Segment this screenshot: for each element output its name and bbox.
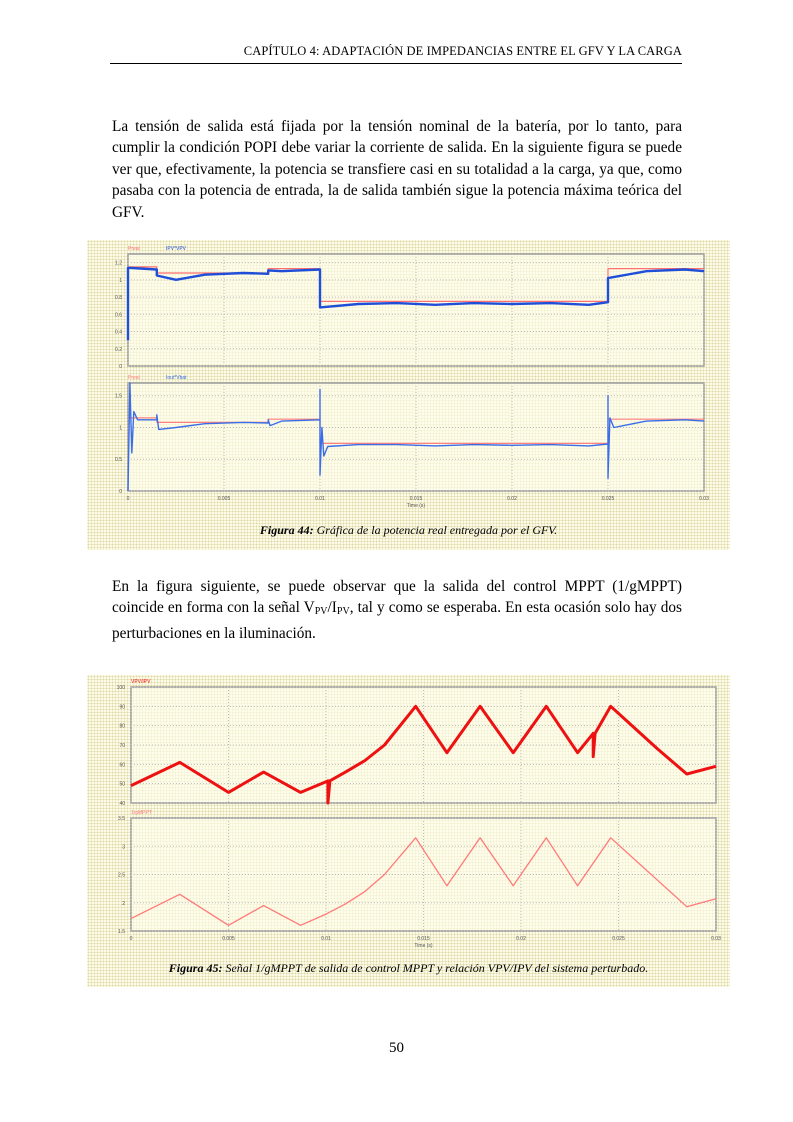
y-tick-label: 50	[119, 781, 125, 788]
x-tick-label: 0.03	[699, 496, 709, 502]
y-tick-label: 1.5	[118, 929, 125, 935]
y-tick-label: 90	[119, 704, 125, 711]
y-tick-label: 0.5	[115, 457, 122, 464]
x-tick-label: 0.015	[417, 936, 430, 942]
x-tick-label: 0.025	[601, 496, 615, 502]
legend-entry: Preal	[128, 375, 140, 381]
paragraph-1: La tensión de salida está fijada por la tensión nominal de la batería, por lo tanto, para cumplir la condición POPI debe variar la corriente de salida. En la siguiente figura se puede ver que, efectivamente, la potencia se transfiere casi en su totalidad a la carga, ya que, como pasaba con la potencia de entrada, la de salida también sigue la potencia máxima teórica del GFV.	[112, 118, 682, 221]
x-tick-label: 0.02	[507, 496, 517, 502]
y-tick-label: 0	[119, 489, 122, 495]
figure-44-label: Figura 44:	[259, 523, 314, 537]
legend-entry: 1/gMPPT	[131, 810, 152, 816]
header-rule	[110, 63, 682, 64]
page-number: 50	[389, 1040, 404, 1056]
paragraph-2-text: , tal y como se esperaba. En esta ocasión solo hay dos perturbaciones en la iluminación.	[112, 599, 682, 642]
y-tick-label: 2.5	[118, 872, 125, 879]
y-tick-label: 0	[119, 364, 122, 370]
y-tick-label: 3	[122, 844, 125, 851]
x-tick-label: 0	[129, 936, 133, 942]
x-tick-label: 0.015	[409, 496, 423, 502]
y-tick-label: 80	[119, 723, 125, 730]
x-tick-label: 0.005	[222, 936, 235, 942]
paragraph-2-text: En la figura siguiente, se puede observar que la salida del control MPPT (1/gMPPT) coincide en forma con la señal V	[112, 578, 682, 617]
x-axis-label: Time (s)	[414, 943, 433, 949]
figure-44-caption-text: Gráfica de la potencia real entregada por el GFV.	[313, 523, 558, 537]
figure-45-caption	[87, 961, 730, 976]
y-tick-label: 100	[116, 685, 125, 691]
chapter-header: CAPÍTULO 4: ADAPTACIÓN DE IMPEDANCIAS ENTRE EL GFV Y LA CARGA	[243, 44, 682, 58]
paragraph-2	[112, 576, 682, 644]
figure-45-chart	[87, 675, 730, 960]
legend-entry: Preal	[128, 246, 140, 252]
figure-45-label: Figura 45:	[168, 961, 223, 975]
y-tick-label: 40	[119, 801, 125, 807]
y-tick-label: 0.4	[115, 329, 122, 336]
subscript: PV	[336, 606, 350, 618]
legend-entry: IPV*VPV	[166, 246, 187, 252]
figure-44-chart	[87, 240, 730, 520]
y-tick-label: 60	[119, 762, 125, 769]
x-tick-label: 0.01	[321, 936, 331, 942]
figure-44-caption	[87, 523, 730, 538]
figure-45-caption-text: Señal 1/gMPPT de salida de control MPPT y relación VPV/IPV del sistema perturbado.	[222, 961, 649, 975]
y-tick-label: 0.2	[115, 346, 122, 353]
subscript: PV	[314, 606, 328, 618]
y-tick-label: 2	[122, 900, 125, 907]
y-tick-label: 0.8	[115, 295, 122, 302]
figure-44	[87, 240, 730, 550]
legend-entry: VPV/IPV	[131, 679, 151, 685]
paragraph-2-text: /I	[327, 599, 337, 617]
x-axis-label: Time (s)	[406, 503, 426, 509]
x-tick-label: 0.02	[516, 936, 526, 942]
x-tick-label: 0	[126, 496, 130, 502]
x-tick-label: 0.025	[612, 936, 625, 942]
x-tick-label: 0.01	[315, 496, 325, 502]
y-tick-label: 3.5	[118, 816, 125, 822]
y-tick-label: 1	[119, 425, 122, 432]
y-tick-label: 1	[119, 277, 122, 284]
y-tick-label: 70	[119, 743, 125, 749]
figure-45	[87, 675, 730, 987]
y-tick-label: 1.5	[115, 393, 122, 400]
x-tick-label: 0.005	[217, 496, 231, 502]
x-tick-label: 0.03	[711, 936, 721, 942]
y-tick-label: 1.2	[115, 260, 122, 267]
y-tick-label: 0.6	[115, 312, 122, 319]
legend-entry: Iout*Vbat	[166, 375, 187, 381]
